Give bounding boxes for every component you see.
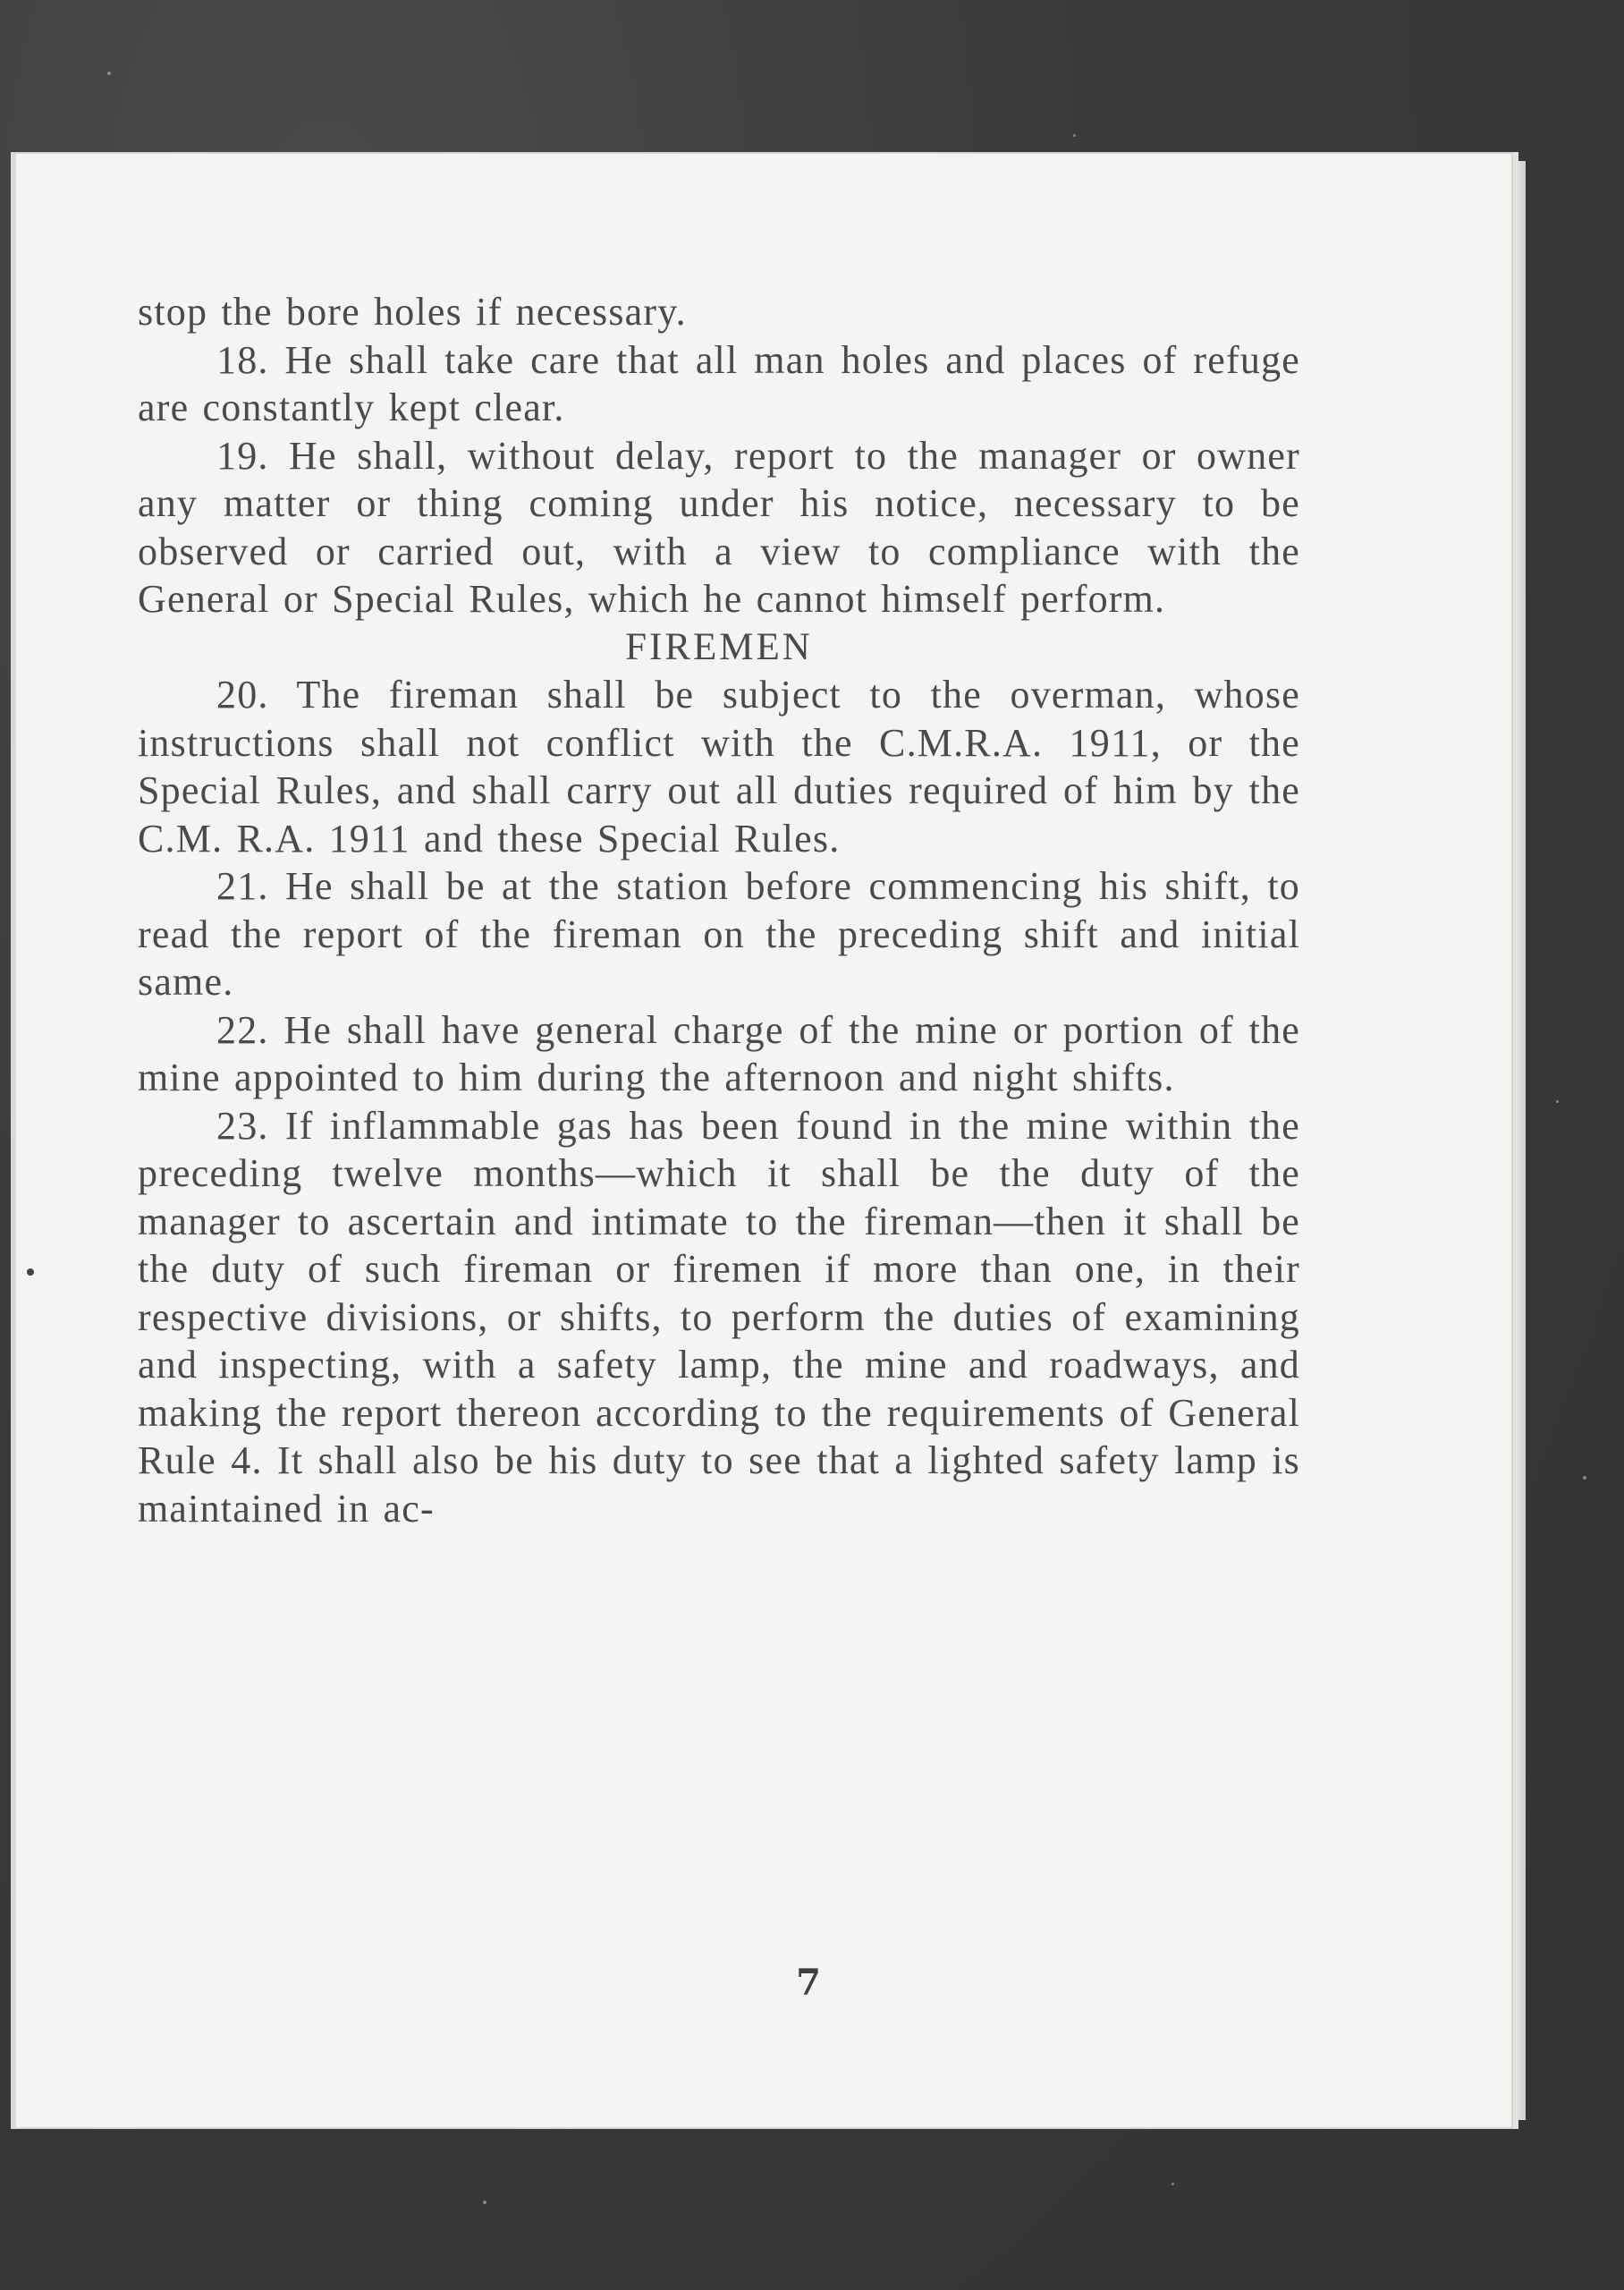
dust-speck	[1171, 2183, 1174, 2185]
rule-21	[138, 862, 1300, 1006]
paragraph-text: stop the bore holes if necessary.	[138, 290, 687, 334]
rule-text: He shall take care that all man holes and places of refuge are constantly kept clear.	[138, 337, 1300, 429]
page-left-edge	[11, 152, 16, 2129]
page-right-edge	[1515, 161, 1526, 2120]
rule-number: 20.	[216, 673, 269, 717]
dust-speck	[107, 72, 111, 75]
rule-number: 21.	[216, 864, 269, 908]
dust-speck	[1556, 1100, 1559, 1103]
rule-text: He shall, without delay, report to the manager or owner any matter or thing coming under his notice, necessary to be observed or carried out, with a view to compliance with the General or Special Rules, which he cannot himself perform.	[138, 433, 1300, 621]
rule-text: He shall have general charge of the mine or portion of the mine appointed to him during the afternoon and night shifts.	[138, 1007, 1300, 1099]
dust-speck	[1073, 134, 1076, 137]
rule-number: 19.	[216, 433, 269, 478]
dust-speck	[1583, 1476, 1586, 1480]
rule-text: If inflammable gas has been found in the mine within the preceding twelve months—which it shall be the duty of the manager to ascertain and intimate to the fireman—then it shall be the duty of such fireman or firemen if more than one, in their respective divisions, or shifts, to perform the duties of examining and inspecting, with a safety lamp, the mine and roadways, and making the report thereon according to the requirements of General Rule 4. It shall also be his duty to see that a lighted safety lamp is maintained in ac-	[138, 1103, 1301, 1531]
rule-number: 23.	[216, 1103, 269, 1148]
rule-23	[138, 1102, 1300, 1533]
section-heading: FIREMEN	[625, 625, 813, 668]
rule-18	[138, 336, 1300, 432]
rule-20	[138, 671, 1300, 862]
page-number: 7	[796, 1962, 821, 2004]
page-text	[138, 288, 1300, 1532]
dust-speck	[483, 2201, 486, 2204]
rule-22	[138, 1006, 1300, 1102]
book-page	[11, 152, 1513, 2129]
rule-text: He shall be at the station before commencing his shift, to read the report of the fireman on the preceding shift and initial same.	[138, 864, 1300, 1004]
rule-number: 22.	[216, 1007, 269, 1052]
rule-19	[138, 432, 1300, 623]
rule-text: The fireman shall be subject to the overman, whose instructions shall not conflict with the C.M.R.A. 1911, or the Special Rules, and shall carry out all duties required of him by the C.M. R.A. 1911 and these Special Rules.	[138, 673, 1301, 861]
rule-number: 18.	[216, 337, 269, 382]
paragraph-continued	[138, 288, 1300, 336]
margin-mark	[27, 1268, 34, 1276]
